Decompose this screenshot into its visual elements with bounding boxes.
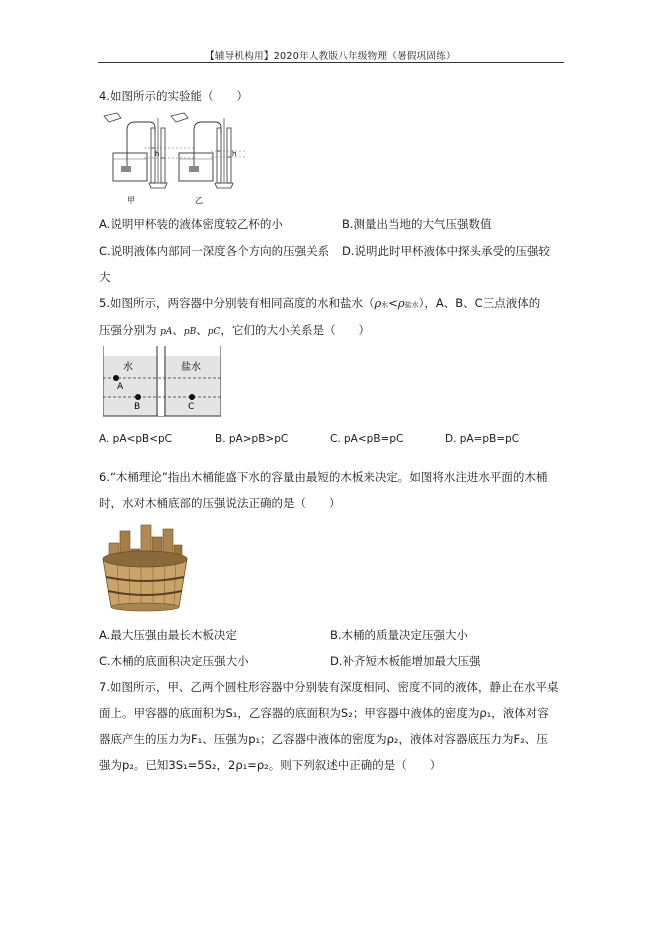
q4-option-a: A.说明甲杯装的液体密度较乙杯的小 xyxy=(99,217,283,231)
symbol-pB: pB xyxy=(183,327,197,337)
q5-option-b: B. pA>pB>pC xyxy=(215,433,289,445)
q5-option-c: C. pA<pB=pC xyxy=(330,433,404,445)
point-a xyxy=(113,375,119,381)
q5-stem2-end: ，它们的大小关系是（ ） xyxy=(220,323,370,337)
sub-water: 水 xyxy=(381,301,389,309)
q5-stem-line2: 压强分别为 pA、pB、pC，它们的大小关系是（ ） xyxy=(99,323,370,337)
label-a: A xyxy=(117,382,124,392)
page-header: 【辅导机构用】2020年人教版八年级物理（暑假巩固练） xyxy=(205,51,456,62)
less-than: < xyxy=(388,296,398,310)
q6-stem-line1: 6.“木桶理论”指出木桶能盛下水的容量由最短的木板来决定。如图将水注进水平面的木桶 xyxy=(99,470,548,484)
q7-line1: 7.如图所示，甲、乙两个圆柱形容器中分别装有深度相同、密度不同的液体，静止在水平桌 xyxy=(99,680,559,694)
q6-stem-line2: 时，水对木桶底部的压强说法正确的是（ ） xyxy=(99,496,341,510)
rho-symbol: ρ xyxy=(397,296,405,310)
q5-stem1: 5.如图所示，两容器中分别装有相同高度的水和盐水（ xyxy=(99,296,375,310)
q4-option-b: B.测量出当地的大气压强数值 xyxy=(342,217,492,231)
probe-jia xyxy=(121,166,131,172)
q4-option-d: D.说明此时甲杯液体中探头承受的压强较 xyxy=(342,244,551,258)
hand-icon xyxy=(171,113,188,122)
q5-stem2-start: 压强分别为 xyxy=(99,323,157,337)
q6-barrel-figure xyxy=(99,521,191,613)
point-c xyxy=(189,394,195,400)
q7-line2: 面上。甲容器的底面积为S₁，乙容器的底面积为S₂；甲容器中液体的密度为ρ₁，液体对容 xyxy=(99,706,549,720)
label-h-yi: h xyxy=(232,150,237,158)
label-yi: 乙 xyxy=(195,196,203,205)
q5-stem1-end: ），A、B、C三点液体的 xyxy=(418,296,541,310)
hand-icon xyxy=(104,113,121,122)
rho-symbol: ρ xyxy=(374,296,382,310)
probe-yi xyxy=(189,166,199,172)
q4-stem: 4.如图所示的实验能（ ） xyxy=(99,89,248,103)
label-h-jia: h xyxy=(155,150,160,158)
point-b xyxy=(135,394,141,400)
label-salt: 盐水 xyxy=(181,362,201,373)
q4-option-d-cont: 大 xyxy=(99,270,111,284)
q5-option-a: A. pA<pB<pC xyxy=(99,433,172,445)
label-c: C xyxy=(188,402,195,412)
q7-line4: 强为p₂。已知3S₁=5S₂，2ρ₁=ρ₂。则下列叙述中正确的是（ ） xyxy=(99,758,442,772)
header-rule xyxy=(98,62,564,63)
label-water: 水 xyxy=(123,362,133,373)
q6-option-b: B.木桶的质量决定压强大小 xyxy=(330,628,469,642)
q7-line3: 器底产生的压力为F₁、压强为p₁；乙容器中液体的密度为ρ₂，液体对容器底压力为F₂、压 xyxy=(99,732,548,746)
label-jia: 甲 xyxy=(127,196,135,205)
q5-option-d: D. pA=pB=pC xyxy=(445,433,520,445)
symbol-pA: pA xyxy=(160,327,173,337)
label-b: B xyxy=(134,402,141,412)
symbol-pC: pC xyxy=(207,327,221,337)
q5-figure xyxy=(103,346,221,418)
q4-figure xyxy=(99,108,249,208)
q5-stem-line1 xyxy=(99,295,540,311)
q6-option-c: C.木桶的底面积决定压强大小 xyxy=(99,654,249,668)
q4-option-c: C.说明液体内部同一深度各个方向的压强关系 xyxy=(99,244,330,258)
sub-salt: 盐水 xyxy=(404,301,419,309)
q6-option-a: A.最大压强由最长木板决定 xyxy=(99,628,237,642)
q6-option-d: D.补齐短木板能增加最大压强 xyxy=(330,654,481,668)
